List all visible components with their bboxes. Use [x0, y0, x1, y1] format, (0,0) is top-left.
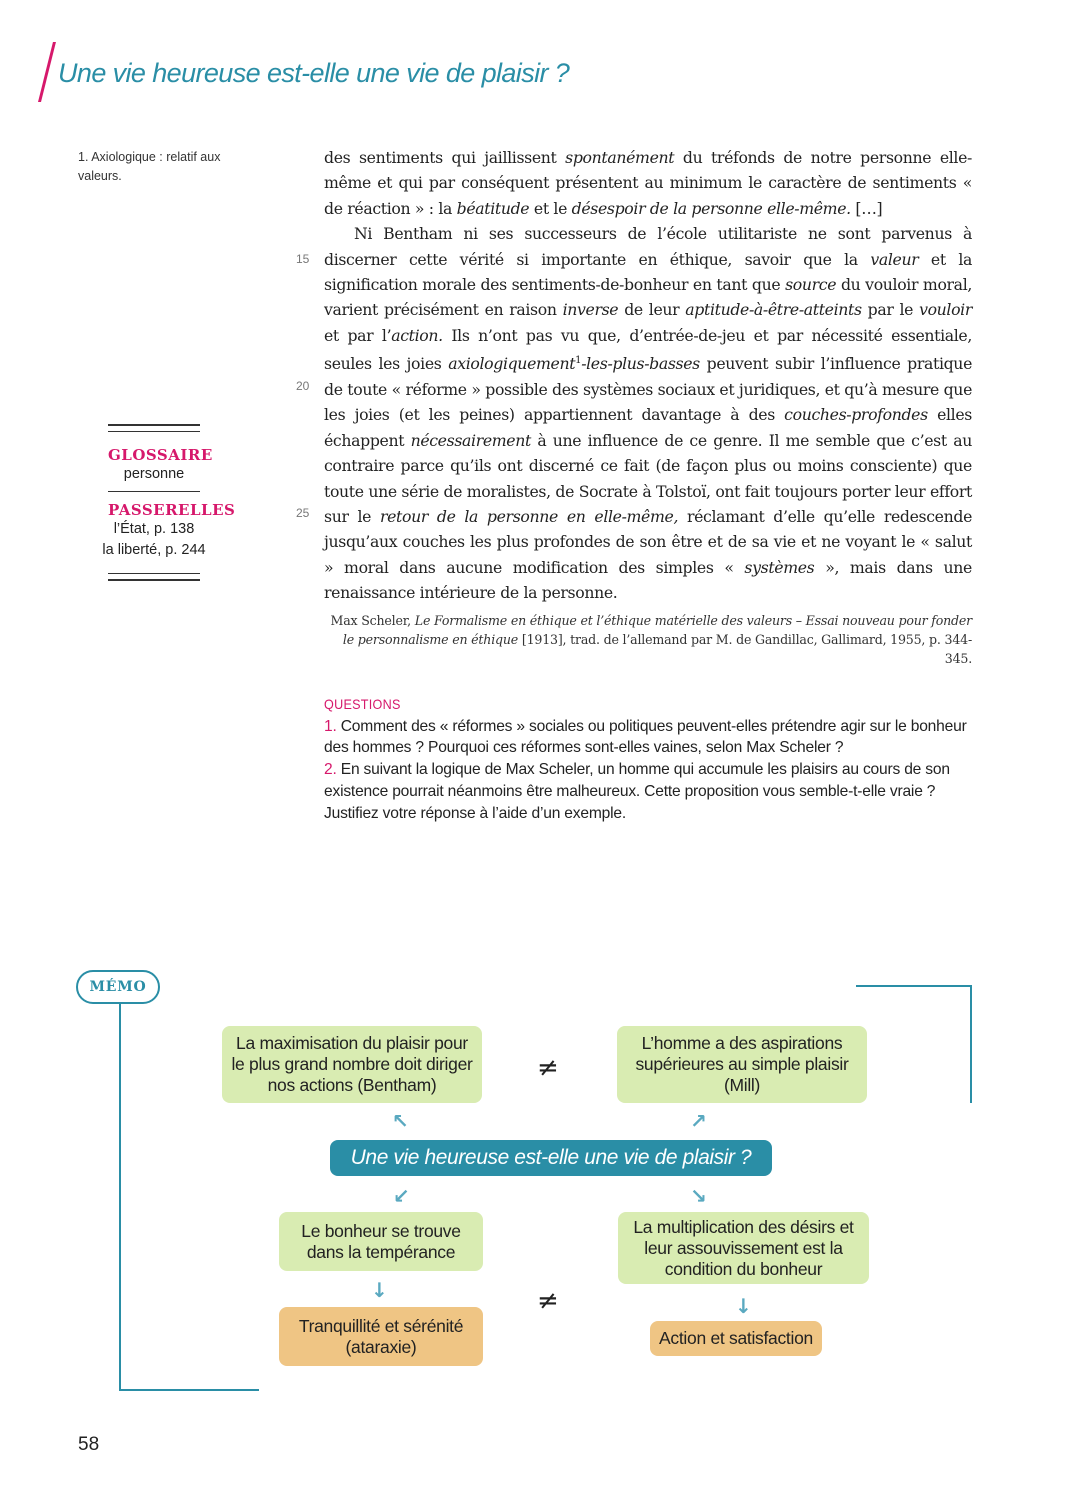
- footnote-ref[interactable]: 1: [575, 355, 582, 367]
- italic-run: retour de la personne en elle-même,: [379, 506, 679, 526]
- header-slash-decoration: [38, 42, 56, 102]
- memo-central-question: Une vie heureuse est-elle une vie de plaisir ?: [330, 1140, 772, 1176]
- memo-frame-top-right: [856, 985, 972, 987]
- question-text: Comment des « réformes » sociales ou politiques peuvent-elles prétendre agir sur le bonheur des hommes ? Pourquoi ces réformes sont-elles vaines, selon Max Scheler ?: [324, 717, 967, 757]
- italic-run: aptitude-à-être-atteints: [685, 300, 862, 320]
- text-run: et par l’: [324, 325, 392, 345]
- citation-details: [1913], trad. de l’allemand par M. de Gandillac, Gallimard, 1955, p. 344-345.: [518, 632, 972, 666]
- page-title: Une vie heureuse est-elle une vie de plaisir ?: [58, 58, 570, 88]
- line-number: 15: [296, 252, 310, 266]
- text-run: Ni Bentham ni ses successeurs de l’école utilitariste ne sont parvenus à discerner cette vérité si importante en éthique, savoir que la: [324, 224, 972, 269]
- text-run: », mais dans une renaissance intérieure de la personne.: [324, 557, 972, 603]
- question-item: [324, 716, 976, 759]
- italic-run: spontanément: [565, 148, 675, 167]
- arrow-down-left-icon: ↙: [393, 1184, 410, 1208]
- text-run: réclamant d’elle qu’elle redescende jusqu’aux couches les plus profondes de son être et de sa vie et ne voyant le « salut » moral dans aucune modification des simples «: [324, 506, 972, 577]
- citation-work: Le Formalisme en éthique et l’éthique matérielle des valeurs – Essai nouveau pour fonder le personnalisme en éthique: [342, 613, 972, 647]
- divider: [108, 491, 200, 492]
- text-run: à une influence de ce genre. Il me semble que c’est au contraire parce qu’ils ont discerné ce fait (de façon plus ou moins consciente) que toute une série de moralistes, de Socrate à Tolstoï, ont fait toujours porter leur effort sur le: [324, 430, 972, 526]
- memo-box-bentham: La maximisation du plaisir pour le plus grand nombre doit diriger nos actions (Bentham): [222, 1026, 482, 1103]
- paragraph-1: [324, 145, 972, 221]
- text-run: de leur: [618, 300, 686, 320]
- memo-box-mill: L’homme a des aspirations supérieures au simple plaisir (Mill): [617, 1026, 867, 1103]
- memo-frame-bottom: [119, 1389, 259, 1391]
- text-run: et le: [529, 198, 572, 218]
- italic-run: inverse: [562, 300, 619, 320]
- text-run: et la signification morale des sentiments-de-bonheur en tant que: [324, 249, 972, 295]
- memo-box-action: Action et satisfaction: [650, 1321, 822, 1356]
- glossary-box: [102, 424, 236, 581]
- text-run: du vouloir moral, varient précisément en raison: [324, 275, 972, 320]
- italic-run: valeur: [870, 249, 919, 269]
- text-run: peuvent subir l’influence pratique de toute « réforme » possible des systèmes sociaux et juridiques, et qu’à mesure que les joies (et les peines) appartiennent davantage à des: [324, 354, 972, 425]
- italic-run: nécessairement: [410, 430, 531, 450]
- question-number: 1.: [324, 717, 337, 735]
- italic-run: action.: [391, 325, 443, 345]
- passerelle-link[interactable]: la liberté, p. 244: [102, 542, 206, 558]
- text-run: […]: [850, 198, 883, 218]
- not-equal-symbol: ≠: [537, 1286, 559, 1316]
- footnote-axiologique: 1. Axiologique : relatif aux valeurs.: [78, 150, 221, 183]
- excerpt-text: [324, 145, 972, 606]
- bottom-double-rule: [108, 573, 200, 581]
- citation-author: Max Scheler,: [330, 613, 415, 628]
- memo-frame-right: [970, 985, 972, 1103]
- text-run: elles échappent: [324, 405, 972, 450]
- text-run: du tréfonds de notre personne elle-même et qui par conséquent présentent au minimum le caractère de sentiments « de réaction » : la: [324, 148, 972, 218]
- line-number: 20: [296, 379, 310, 393]
- question-item: [324, 759, 976, 824]
- arrow-up-left-icon: ↖: [392, 1109, 409, 1133]
- source-citation: [324, 611, 972, 668]
- text-run: Ils n’ont pas vu que, d’entrée-de-jeu et par nécessité essentiale, seules les joies: [324, 325, 972, 374]
- top-double-rule: [108, 424, 200, 432]
- glossaire-title: GLOSSAIRE: [108, 446, 213, 464]
- arrow-down-icon: ↓: [371, 1278, 388, 1302]
- page-number: 58: [78, 1434, 100, 1455]
- memo-frame-left: [119, 1004, 121, 1391]
- memo-badge: MÉMO: [76, 970, 160, 1004]
- arrow-down-icon: ↓: [735, 1294, 752, 1318]
- passerelles-title: PASSERELLES: [108, 501, 236, 519]
- memo-box-ataraxie: Tranquillité et sérénité (ataraxie): [279, 1307, 483, 1366]
- questions-section: [324, 694, 976, 824]
- italic-run: couches-profondes: [784, 405, 928, 425]
- glossaire-term[interactable]: personne: [123, 466, 185, 482]
- questions-title: QUESTIONS: [324, 696, 401, 712]
- italic-run: vouloir: [919, 300, 973, 320]
- question-text: En suivant la logique de Max Scheler, un homme qui accumule les plaisirs au cours de son existence pourrait néanmoins être malheureux. Cette proposition vous semble-t-elle vraie ? Justifiez votre réponse à l’aide d’un exemple.: [324, 761, 950, 822]
- italic-run: axiologiquement: [448, 354, 576, 374]
- italic-run: systèmes: [744, 557, 815, 577]
- arrow-down-right-icon: ↘: [690, 1184, 707, 1208]
- italic-run: désespoir de la personne elle-même.: [571, 198, 851, 218]
- italic-run: -les-plus-basses: [581, 354, 700, 374]
- line-number: 25: [296, 506, 310, 520]
- not-equal-symbol: ≠: [537, 1053, 559, 1083]
- paragraph-2: [324, 221, 972, 605]
- passerelle-link[interactable]: l’État, p. 138: [113, 521, 195, 537]
- italic-run: source: [785, 275, 837, 295]
- memo-box-desires: La multiplication des désirs et leur assouvissement est la condition du bonheur: [618, 1212, 869, 1284]
- question-number: 2.: [324, 761, 337, 779]
- arrow-up-right-icon: ↗: [690, 1109, 707, 1133]
- italic-run: béatitude: [456, 198, 530, 218]
- memo-box-temperance: Le bonheur se trouve dans la tempérance: [279, 1212, 483, 1271]
- text-run: par le: [861, 300, 920, 320]
- text-run: des sentiments qui jaillissent: [324, 148, 566, 167]
